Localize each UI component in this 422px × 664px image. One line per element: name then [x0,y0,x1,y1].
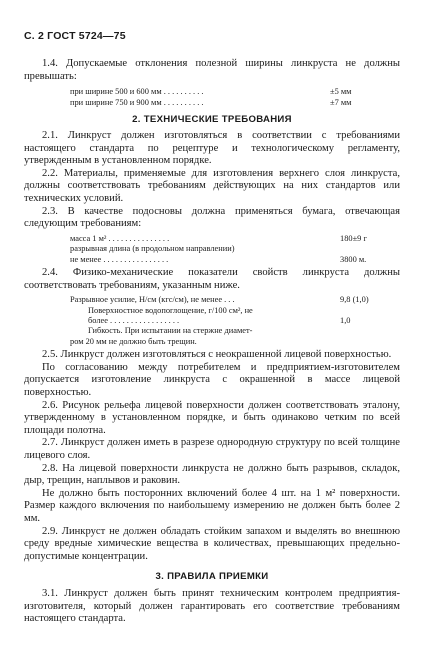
tolerance-value: ±7 мм [330,97,352,107]
paper-break-label-1: разрывная длина (в продольном направлении) [70,244,235,254]
paragraph-2-8b: Не должно быть посторонних включений более 4 шт. на 1 м² поверхности. Размер каждого включения по наибольшему измерению не должен быть более 2 мм. [24,487,400,524]
paragraph-2-8: 2.8. На лицевой поверхности линкруста не должно быть разрывов, складок, дыр, трещин, наплывов и раковин. [24,462,400,487]
paragraph-2-4: 2.4. Физико-механические показатели свойств линкруста должны соответствовать требованиям, указанным ниже. [24,266,400,291]
water-row [70,316,400,326]
paragraph-2-5: 2.5. Линкруст должен изготовляться с неокрашенной лицевой поверхностью. [42,349,392,361]
tolerance-value: ±5 мм [330,87,352,97]
tensile-value: 9,8 (1,0) [340,295,369,305]
water-value: 1,0 [340,315,351,325]
paragraph-2-9: 2.9. Линкруст не должен обладать стойким запахом и выделять во внешнюю среду вредные химические вещества в количествах, превышающих предельно-допустимые концентрации. [24,525,400,562]
tolerance-row [70,98,400,108]
section-3-title: 3. ПРАВИЛА ПРИЕМКИ [155,571,269,583]
paragraph-2-2: 2.2. Материалы, применяемые для изготовления верхнего слоя линкруста, должны соответствовать требованиям действующих на них стандартов или технических условий. [24,167,400,204]
paragraph-1-4: 1.4. Допускаемые отклонения полезной ширины линкруста не должны превышать: [24,58,400,82]
paragraph-2-1: 2.1. Линкруст должен изготовляться в соответствии с требованиями настоящего стандарта по рецептуре и технологическому регламенту, утвержденным в установленном порядке. [24,130,400,167]
tolerance-label: при ширине 500 и 600 мм . . . . . . . . . . [70,87,204,97]
paragraph-3-1: 3.1. Линкруст должен быть принят техническим контролем предприятия-изготовителя, который должен гарантировать его соответствие требованиям настоящего стандарта. [24,588,400,625]
paragraph-2-7: 2.7. Линкруст должен иметь в разрезе однородную структуру по всей толщине лицевого слоя. [24,437,400,461]
width-tolerances [70,87,400,108]
paper-mass-value: 180±9 г [340,233,367,243]
tensile-label: Разрывное усилие, Н/см (кгс/см), не менее . . . [70,295,235,305]
flex-label-2: ром 20 мм не должно быть трещин. [70,336,197,346]
paragraph-2-6: 2.6. Рисунок рельефа лицевой поверхности должен соответствовать эталону, утвержденному в установленном порядке, и быть одинаково четким по всей площади полотна. [24,399,400,436]
paragraph-2-5b: По согласованию между потребителем и предприятием-изготовителем допускается изготовление линкруста с окрашенной в массе лицевой поверхностью. [24,361,400,398]
page-header: С. 2 ГОСТ 5724—75 [24,30,126,42]
paragraph-2-3: 2.3. В качестве подосновы должна применяться бумага, отвечающая следующим требованиям: [24,205,400,230]
water-label-2: более . . . . . . . . . . . . . . . . . [88,315,180,325]
paper-mass-label: масса 1 м² . . . . . . . . . . . . . . . [70,233,170,243]
tolerance-row [70,87,400,97]
paper-requirements [70,234,400,265]
water-label-1: Поверхностное водопоглощение, г/100 см², не [88,305,253,315]
tensile-row [70,295,400,305]
paper-break-label-2: не менее . . . . . . . . . . . . . . . . [70,254,169,264]
paper-mass-row [70,234,400,244]
physical-properties [70,295,400,347]
paper-break-row [70,255,400,265]
paper-break-value: 3800 м. [340,254,367,264]
flex-label-1: Гибкость. При испытании на стержне диамет- [88,326,253,336]
section-2-title: 2. ТЕХНИЧЕСКИЕ ТРЕБОВАНИЯ [132,114,292,125]
tolerance-label: при ширине 750 и 900 мм . . . . . . . . . . [70,97,204,107]
